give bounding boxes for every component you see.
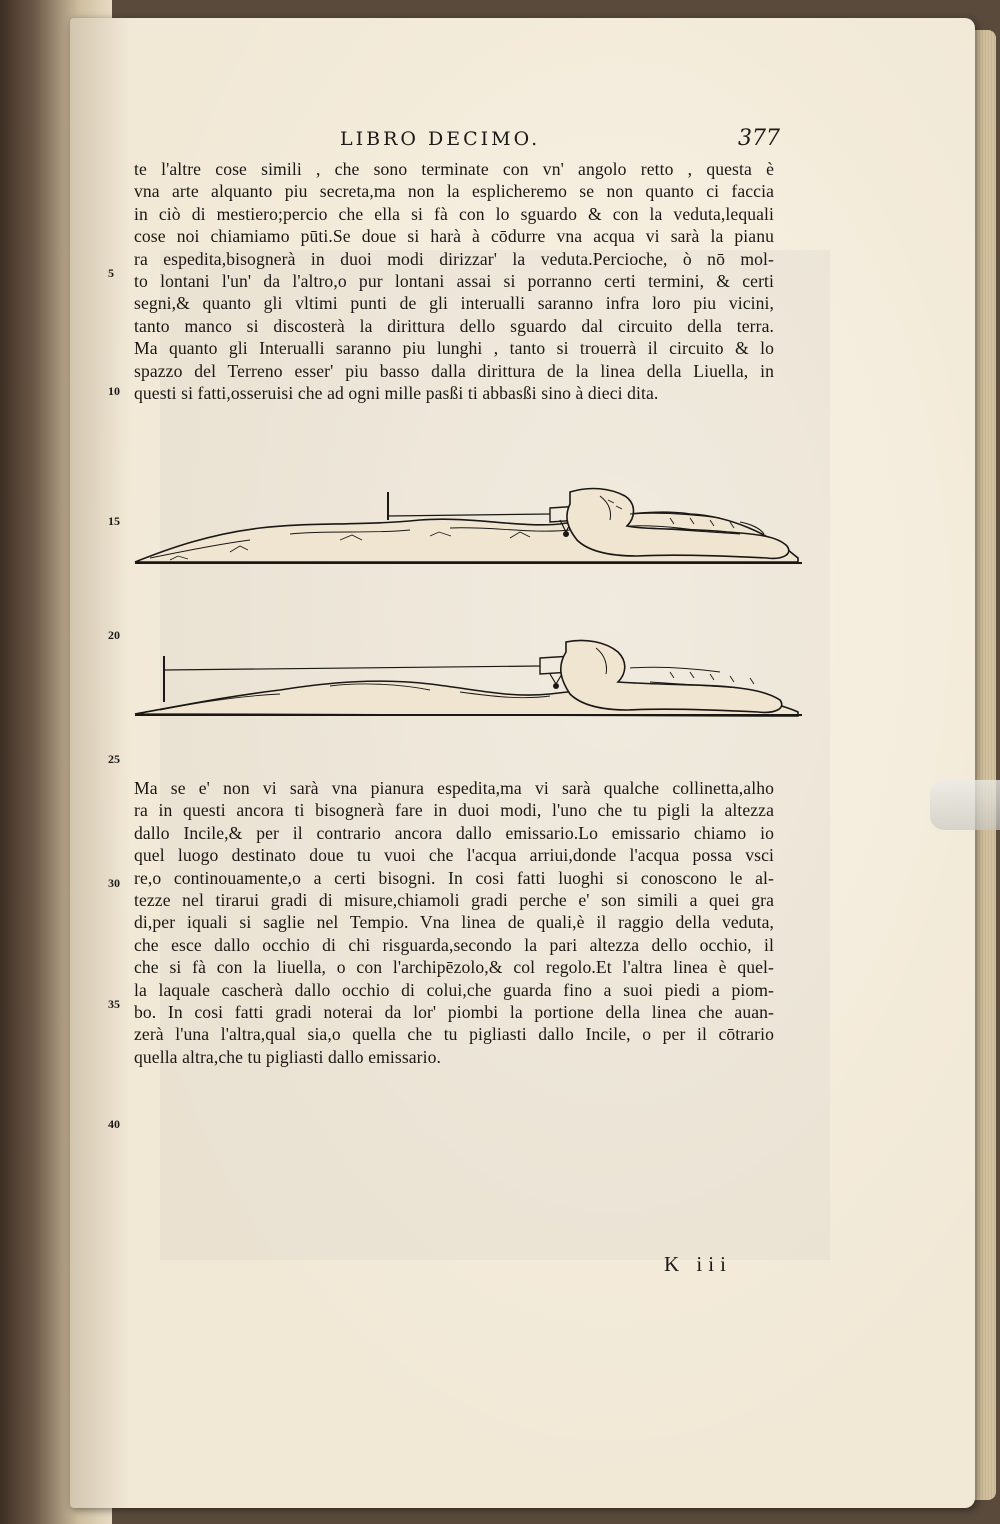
woodcut-leveling-figure-1 <box>130 478 810 570</box>
text-line: questi si fatti,osseruisi che ad ogni mille pasßi ti abbasßi sino à dieci dita. <box>134 383 659 404</box>
text-line: te l'altre cose simili , che sono terminate con vn' angolo retto , questa è <box>134 159 774 179</box>
paragraph-bottom <box>134 777 774 1068</box>
text-line: quella altra,che tu pigliasti dallo emissario. <box>134 1046 442 1067</box>
text-line: bo. In cosi fatti gradi noterai da lor' piombi la portione della linea che auan- <box>134 1002 774 1023</box>
text-line: cose noi chiamiamo pūti.Se doue si harà à cōdurre vna acqua vi sarà la pianu <box>134 226 774 247</box>
text-line: ra in questi ancora ti bisognerà fare in duoi modi, l'uno che tu pigli la altezza <box>134 800 774 821</box>
text-line: di,per iquali si saglie nel Tempio. Vna linea de quali,è il raggio della veduta, <box>134 912 774 933</box>
line-number: 5 <box>108 266 114 280</box>
woodcut-leveling-figure-2 <box>130 638 810 722</box>
text-line: vna arte alquanto piu secreta,ma non la esplicheremo se non quanto ci faccia <box>134 181 774 202</box>
signature-mark: K iii <box>664 1252 732 1276</box>
text-line: ra espedita,bisognerà in duoi modi dirizzar' la veduta.Percioche, ò nō mol- <box>134 248 774 269</box>
line-number: 25 <box>108 752 120 766</box>
text-line: to lontani l'un' da l'altro,o pur lontani assai si porranno certi termini, & certi <box>134 271 774 292</box>
text-line: tezze nel tirarui gradi di misure,chiamoli gradi perche e' son simili a quei gra <box>134 890 774 911</box>
text-line: che esce dallo occhio di chi risguarda,secondo la pari altezza dello occhio, il <box>134 934 774 955</box>
line-number: 15 <box>108 514 120 528</box>
text-line: tanto manco si discosterà la dirittura dello sguardo dal circuito della terra. <box>134 315 774 336</box>
folio-number: 377 <box>738 126 780 151</box>
line-number: 35 <box>108 997 120 1011</box>
text-line: che si fà con la liuella, o con l'archipēzolo,& col regolo.Et l'altra linea è quel- <box>134 957 774 978</box>
text-line: re,o continouamente,o a certi bisogni. In cosi fatti luoghi si conoscono le al- <box>134 867 774 888</box>
text-line: segni,& quanto gli vltimi punti de gli interualli saranno infra loro piu vicini, <box>134 293 774 314</box>
paragraph-top <box>134 158 774 404</box>
text-line: la laquale cascherà dallo occhio di colui,che guarda fino a suoi piedi a piom- <box>134 979 774 1000</box>
bookmark-tab <box>930 780 1000 830</box>
text-line: Ma quanto gli Interualli saranno piu lunghi , tanto si trouerrà il circuito & lo <box>134 338 774 359</box>
text-line: zerà l'una l'altra,qual sia,o quella che tu pigliasti dallo Incile, o per il cōtrario <box>134 1024 774 1045</box>
text-line: spazzo del Terreno esser' piu basso dalla dirittura de la linea della Liuella, in <box>134 360 774 381</box>
text-line: in ciò di mestiero;percio che ella si fà con lo sguardo & con la veduta,lequali <box>134 203 774 224</box>
line-number: 40 <box>108 1117 120 1131</box>
text-line: Ma se e' non vi sarà vna pianura espedita,ma vi sarà qualche collinetta,alho <box>134 778 774 798</box>
running-header: LIBRO DECIMO. <box>340 128 541 150</box>
line-number: 10 <box>108 384 120 398</box>
text-line: dallo Incile,& per il contrario ancora dallo emissario.Lo emissario chiamo io <box>134 822 774 843</box>
line-number: 20 <box>108 628 120 642</box>
line-number: 30 <box>108 876 120 890</box>
text-line: quel luogo destinato doue tu vuoi che l'acqua arriui,donde l'acqua possa vsci <box>134 845 774 866</box>
